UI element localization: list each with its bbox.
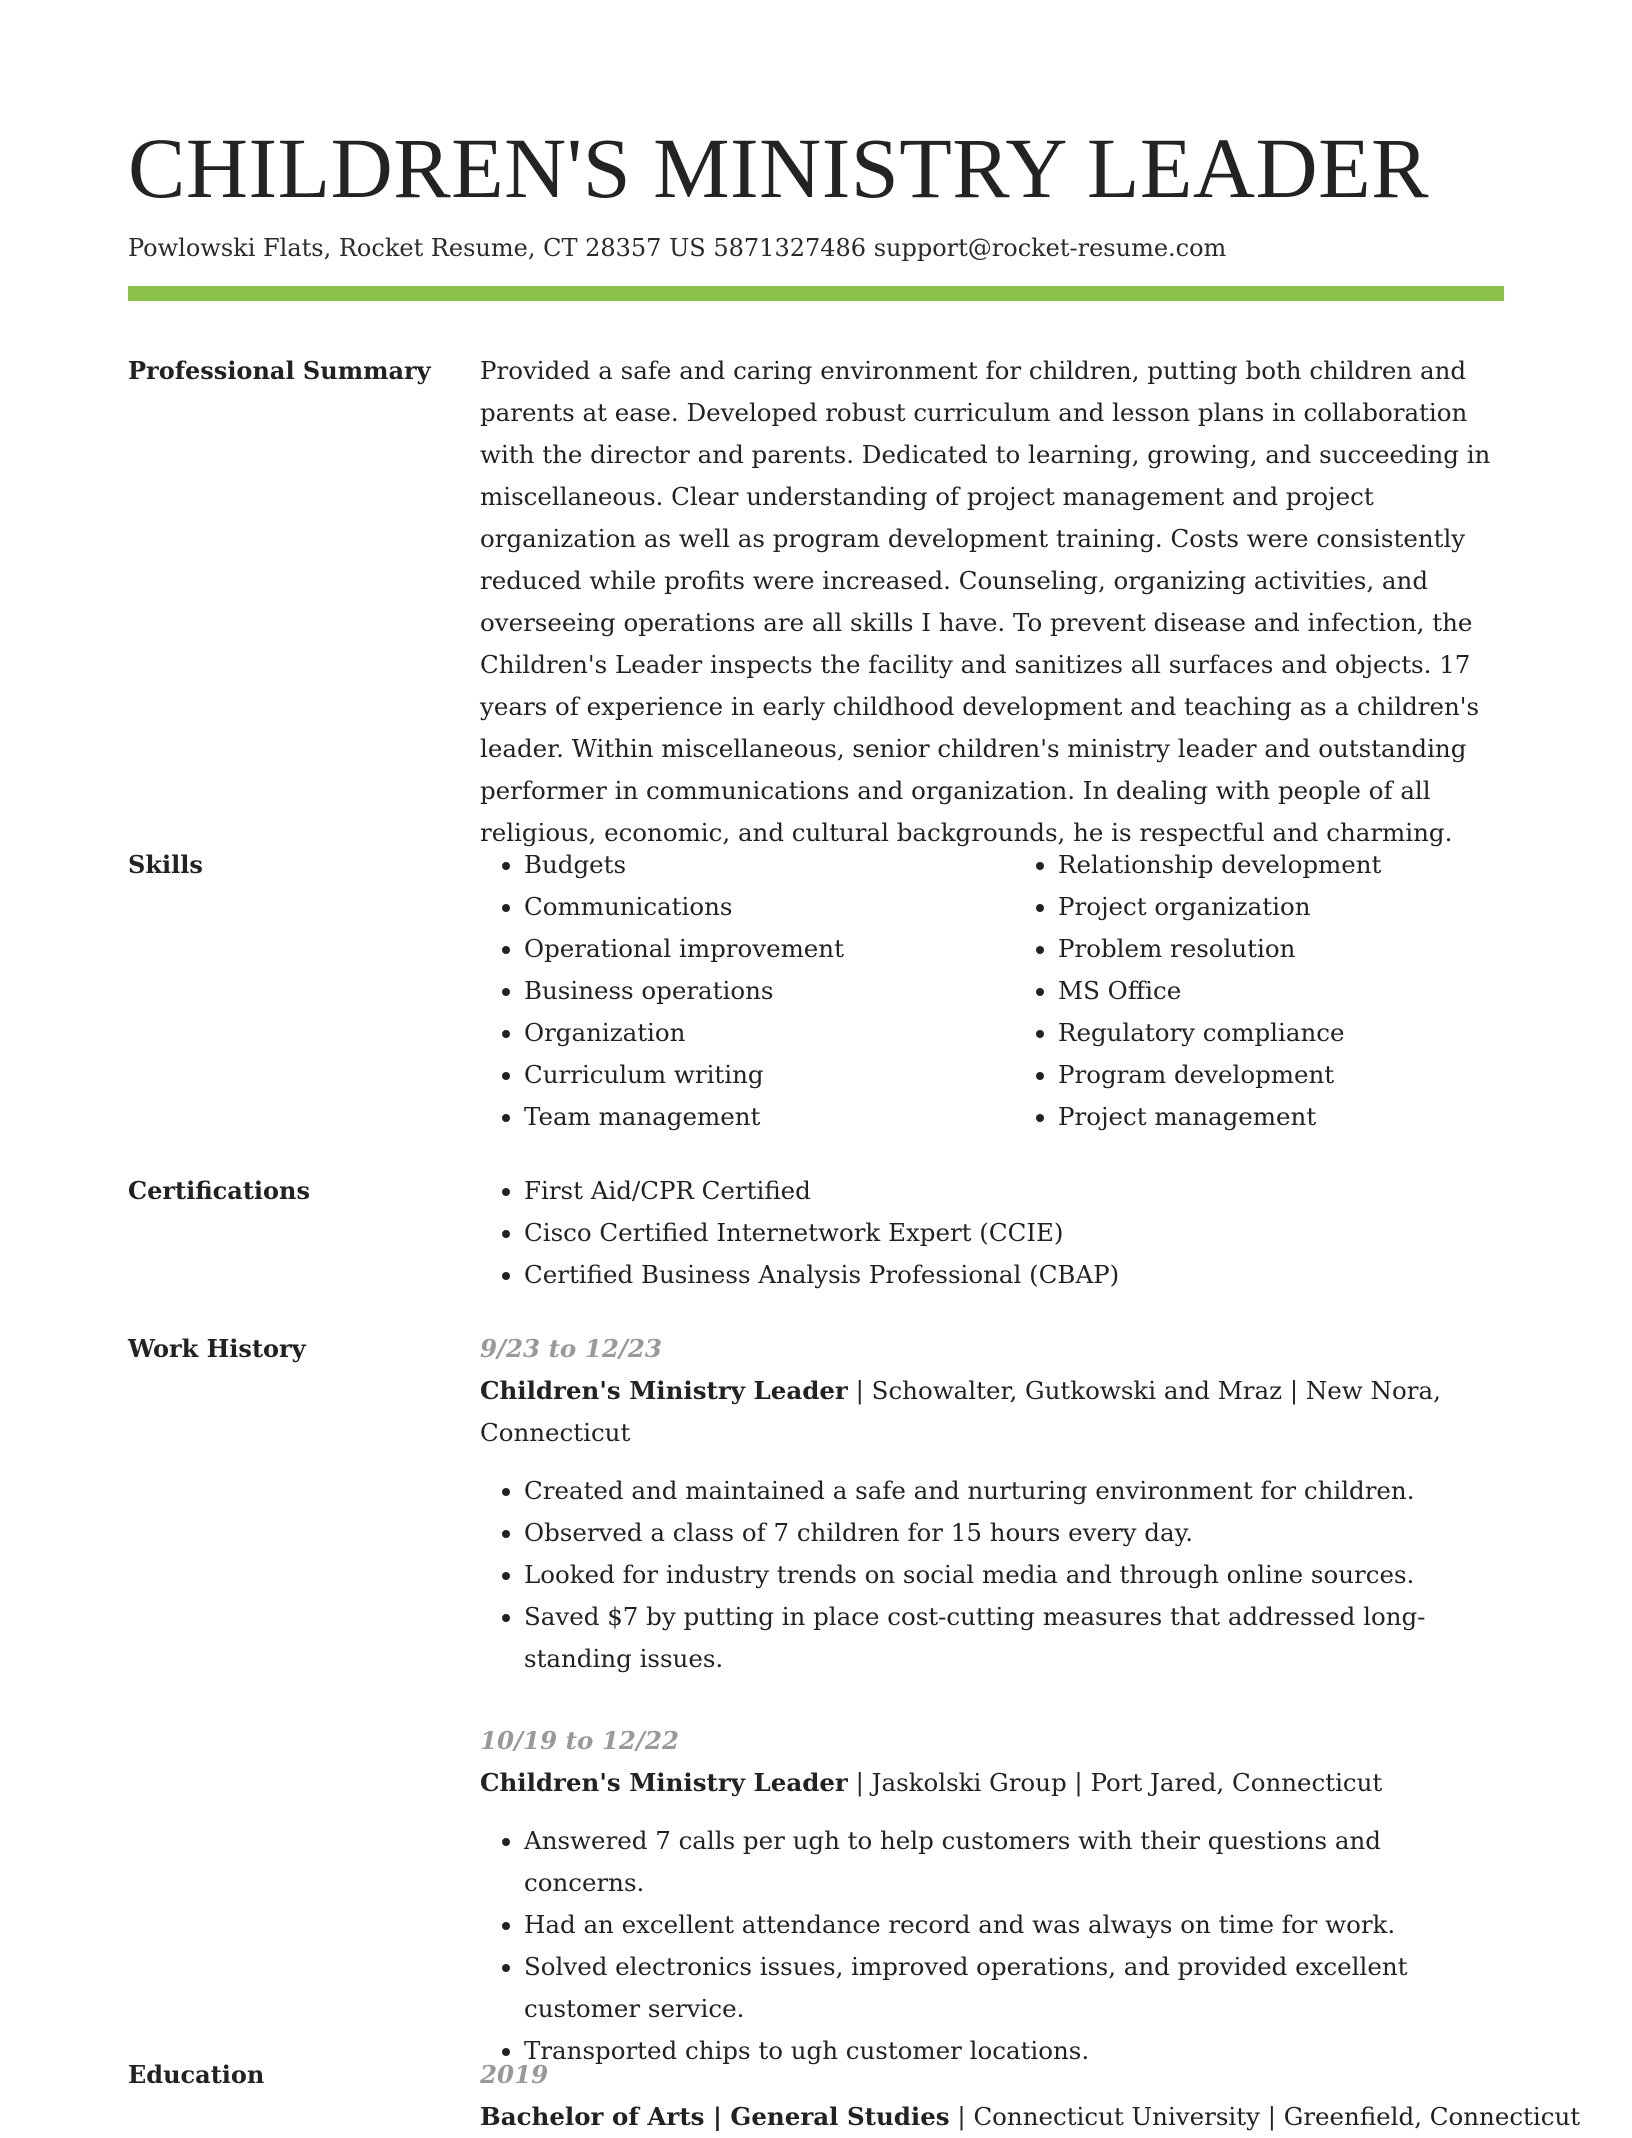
certification-item: • Cisco Certified Internetwork Expert (CCIE) — [524, 1212, 1504, 1254]
work-history-heading: Work History — [128, 1334, 306, 1363]
job-heading — [480, 1762, 1504, 1804]
skill-item: • Relationship development — [1058, 844, 1504, 886]
degree: Bachelor of Arts — [480, 2102, 705, 2131]
skill-item: • Operational improvement — [524, 928, 970, 970]
job-bullet: • Saved $7 by putting in place cost-cutting measures that addressed long-standing issues. — [524, 1596, 1504, 1680]
skill-item: • Curriculum writing — [524, 1054, 970, 1096]
certifications-list — [480, 1170, 1504, 1296]
job-bullets — [480, 1470, 1504, 1680]
education-details: | Connecticut University | Greenfield, Connecticut — [949, 2102, 1581, 2131]
job-details: | Schowalter, Gutkowski and Mraz | New Nora, Connecticut — [480, 1376, 1441, 1447]
skill-item: • Communications — [524, 886, 970, 928]
certification-item: • Certified Business Analysis Professional (CBAP) — [524, 1254, 1504, 1296]
field-of-study: General Studies — [730, 2102, 950, 2131]
job-bullet: • Created and maintained a safe and nurturing environment for children. — [524, 1470, 1504, 1512]
skill-item: • Regulatory compliance — [1058, 1012, 1504, 1054]
skills-columns — [480, 844, 1504, 1138]
education-heading-line — [480, 2096, 1581, 2138]
skills-heading: Skills — [128, 850, 203, 879]
job-heading — [480, 1370, 1504, 1454]
accent-divider — [128, 286, 1504, 301]
job-bullet: • Had an excellent attendance record and was always on time for work. — [524, 1904, 1504, 1946]
skill-item: • Business operations — [524, 970, 970, 1012]
job-bullet: • Solved electronics issues, improved operations, and provided excellent customer service. — [524, 1946, 1504, 2030]
skill-item: • Organization — [524, 1012, 970, 1054]
job-dates: 10/19 to 12/22 — [480, 1726, 679, 1755]
contact-line: Powlowski Flats, Rocket Resume, CT 28357 US 5871327486 support@rocket-resume.com — [128, 234, 1227, 262]
job-bullets — [480, 1820, 1504, 2072]
job-title: Children's Ministry Leader — [480, 1768, 848, 1797]
certification-item: • First Aid/CPR Certified — [524, 1170, 1504, 1212]
skill-item: • MS Office — [1058, 970, 1504, 1012]
job-bullet: • Looked for industry trends on social media and through online sources. — [524, 1554, 1504, 1596]
education-year: 2019 — [480, 2060, 549, 2089]
job-entry — [480, 1328, 1504, 1680]
skill-item: • Team management — [524, 1096, 970, 1138]
education-heading: Education — [128, 2060, 265, 2089]
skill-item: • Budgets — [524, 844, 970, 886]
job-bullet: • Transported chips to ugh customer locations. — [524, 2030, 1504, 2072]
job-entry — [480, 1720, 1504, 2072]
skill-item: • Project management — [1058, 1096, 1504, 1138]
degree-separator: | — [704, 2102, 731, 2131]
resume-title: CHILDREN'S MINISTRY LEADER — [128, 120, 1429, 216]
job-bullet: • Observed a class of 7 children for 15 hours every day. — [524, 1512, 1504, 1554]
summary-heading: Professional Summary — [128, 356, 431, 385]
job-title: Children's Ministry Leader — [480, 1376, 848, 1405]
skill-item: • Problem resolution — [1058, 928, 1504, 970]
certifications-heading: Certifications — [128, 1176, 311, 1205]
summary-text: Provided a safe and caring environment for children, putting both children and parents at ease. Developed robust curriculum and lesson plans in collaboration with the director and parents. Dedicated to learning, growing, and succeeding in miscellaneous. Clear understanding of project management and project organization as well as program development training. Costs were consistently reduced while profits were increased. Counseling, organizing activities, and overseeing operations are all skills I have. To prevent disease and infection, the Children's Leader inspects the facility and sanitizes all surfaces and objects. 17 years of experience in early childhood development and teaching as a children's leader. Within miscellaneous, senior children's ministry leader and outstanding performer in communications and organization. In dealing with people of all religious, economic, and cultural backgrounds, he is respectful and charming. — [480, 356, 1491, 847]
job-details: | Jaskolski Group | Port Jared, Connecticut — [847, 1768, 1383, 1797]
skill-item: • Program development — [1058, 1054, 1504, 1096]
skills-list-left — [480, 844, 970, 1138]
job-bullet: • Answered 7 calls per ugh to help customers with their questions and concerns. — [524, 1820, 1504, 1904]
skills-list-right — [1014, 844, 1504, 1138]
skill-item: • Project organization — [1058, 886, 1504, 928]
job-dates: 9/23 to 12/23 — [480, 1334, 662, 1363]
